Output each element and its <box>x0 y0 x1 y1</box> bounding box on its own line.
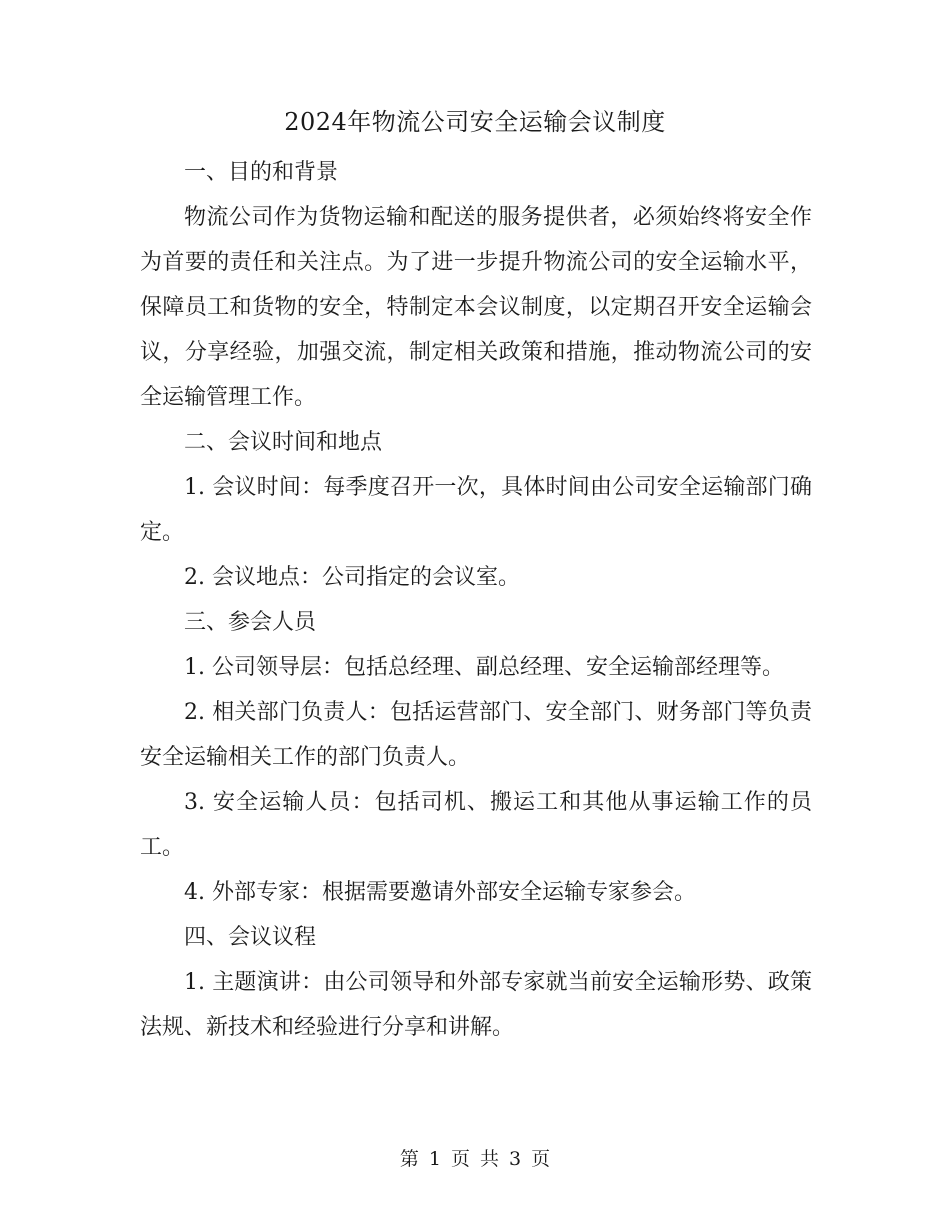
list-item: 1. 会议时间：每季度召开一次，具体时间由公司安全运输部门确定。 <box>140 475 812 545</box>
list-item: 3. 安全运输人员：包括司机、搬运工和其他从事运输工作的员工。 <box>140 790 812 860</box>
section-heading: 二、会议时间和地点 <box>184 430 383 455</box>
document-title: 2024年物流公司安全运输会议制度 <box>284 108 666 136</box>
list-item: 4. 外部专家：根据需要邀请外部安全运输专家参会。 <box>184 880 696 905</box>
list-item: 2. 会议地点：公司指定的会议室。 <box>184 565 520 590</box>
section-heading: 一、目的和背景 <box>184 160 339 185</box>
list-item: 1. 公司领导层：包括总经理、副总经理、安全运输部经理等。 <box>184 655 784 680</box>
section-heading: 三、参会人员 <box>184 610 317 635</box>
page-footer: 第 1 页 共 3 页 <box>399 1148 551 1170</box>
section-heading: 四、会议议程 <box>184 925 317 950</box>
list-item: 2. 相关部门负责人：包括运营部门、安全部门、财务部门等负责安全运输相关工作的部门负责人。 <box>140 700 812 770</box>
list-item: 1. 主题演讲：由公司领导和外部专家就当前安全运输形势、政策法规、新技术和经验进行分享和讲解。 <box>140 970 812 1040</box>
paragraph: 物流公司作为货物运输和配送的服务提供者，必须始终将安全作为首要的责任和关注点。为了进一步提升物流公司的安全运输水平，保障员工和货物的安全，特制定本会议制度，以定期召开安全运输会议，分享经验，加强交流，制定相关政策和措施，推动物流公司的安全运输管理工作。 <box>140 205 812 410</box>
document-body <box>140 150 812 1050</box>
